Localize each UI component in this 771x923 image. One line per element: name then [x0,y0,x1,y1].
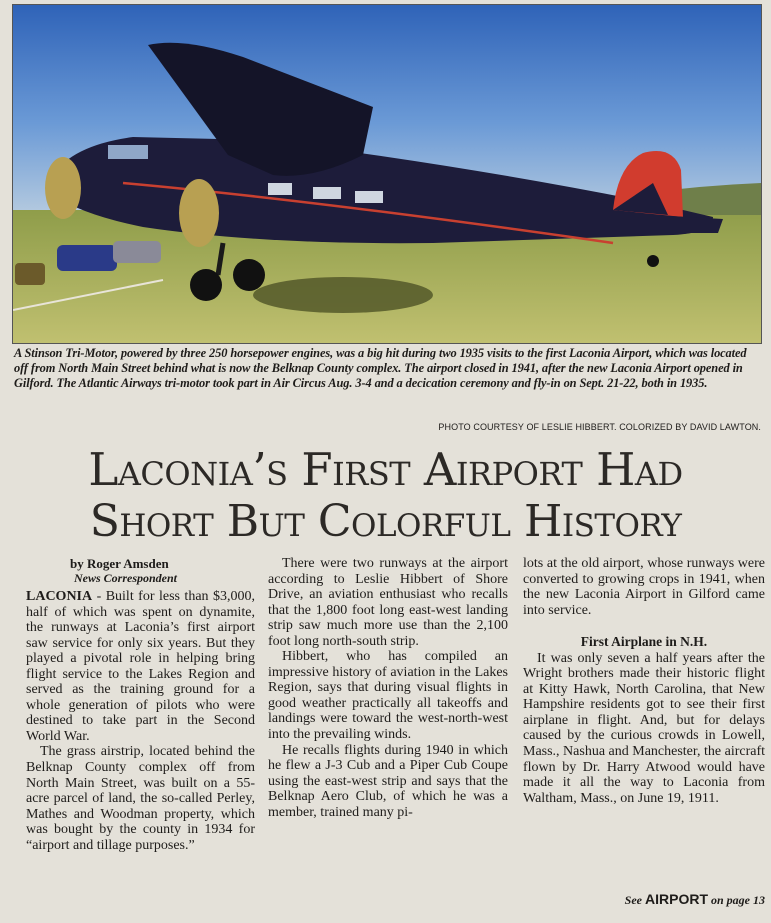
headline [0,444,771,548]
article-paragraph-2: The grass airstrip, located behind the Belknap County complex off from North Main Street, was built on a 55-acre parcel of land, the so-called Perley, Mathes and Woodman property, which was bought by the county in 1934 for “airport and tillage purposes.” [26,744,255,853]
article-paragraph-3: There were two runways at the airport according to Leslie Hibbert of Shore Drive, an aviation enthusiast who recalls that the 1,800 foot long east-west landing strip saw much more use than the 2,100 foot long north-south strip. [268,556,508,649]
jump-line[interactable] [625,891,765,908]
photo-caption [14,346,759,391]
jump-keyword: AIRPORT [645,891,708,907]
headline-line-1: Laconia’s First Airport Had [88,443,683,496]
article-column-3 [523,556,765,806]
caption-text: A Stinson Tri-Motor, powered by three 250 horsepower engines, was a big hit during two 1935 visits to the first Laconia Airport, which was located off from North Main Street behind what is now the Belknap County complex. The airport closed in 1941, after the new Laconia Airport opened in Gilford. The Atlantic Airways tri-motor took part in Air Circus Aug. 3-4 and a decication ceremony and fly-in on Sept. 21-22, both in 1935. [14,346,747,390]
article-column-2 [268,556,508,820]
dateline: LACONIA [26,589,93,604]
jump-page: on page 13 [711,893,765,907]
article-column-1 [26,556,255,853]
article-paragraph-6: lots at the old airport, whose runways were converted to growing crops in 1941, when the new Laconia Airport in Gilford came into service. [523,556,765,618]
article-paragraph-7: It was only seven a half years after the Wright brothers made their historic flight at Kitty Hawk, North Carolina, that New Hampshire residents got to see their first airplane in flight. And, but for delays caused by the curious crowds in Lowell, Mass., Nashua and Manchester, the aircraft flown by Dr. Harry Atwood would have made it all the way to Laconia from Waltham, Mass., on June 19, 1911. [523,650,766,806]
jump-see: See [624,893,642,907]
article-paragraph [26,589,255,744]
byline-role: News Correspondent [74,571,178,585]
paragraph-1-text: - Built for less than $3,000, half of which was spent on dynamite, the runways at Laconia’s first airport saw service for only six years. But they played a pivotal role in helping bring flight service to the Lakes Region and served as the training ground for a whole generation of pilots who were destined to take part in the Second World War. [26,589,255,744]
headline-line-2: Short But Colorful History [89,496,682,547]
photo-credit: PHOTO COURTESY OF LESLIE HIBBERT. COLORIZED BY DAVID LAWTON. [438,422,761,432]
article-paragraph-5: He recalls flights during 1940 in which he flew a J-3 Cub and a Piper Cub Coupe using the east-west strip and says that the Belknap Aero Club, of which he was a member, trained many pi- [268,742,508,820]
stinson-tri-motor-photo-icon [13,5,761,343]
article-paragraph-4: Hibbert, who has compiled an impressive history of aviation in the Lakes Region, says that during visual flights in good weather practically all takeoffs and landings were toward the west-north-west into the prevailing winds. [268,649,508,743]
airplane-photo [12,4,762,344]
subhead: First Airplane in N.H. [580,634,708,650]
byline-author: by Roger Amsden [70,556,169,571]
